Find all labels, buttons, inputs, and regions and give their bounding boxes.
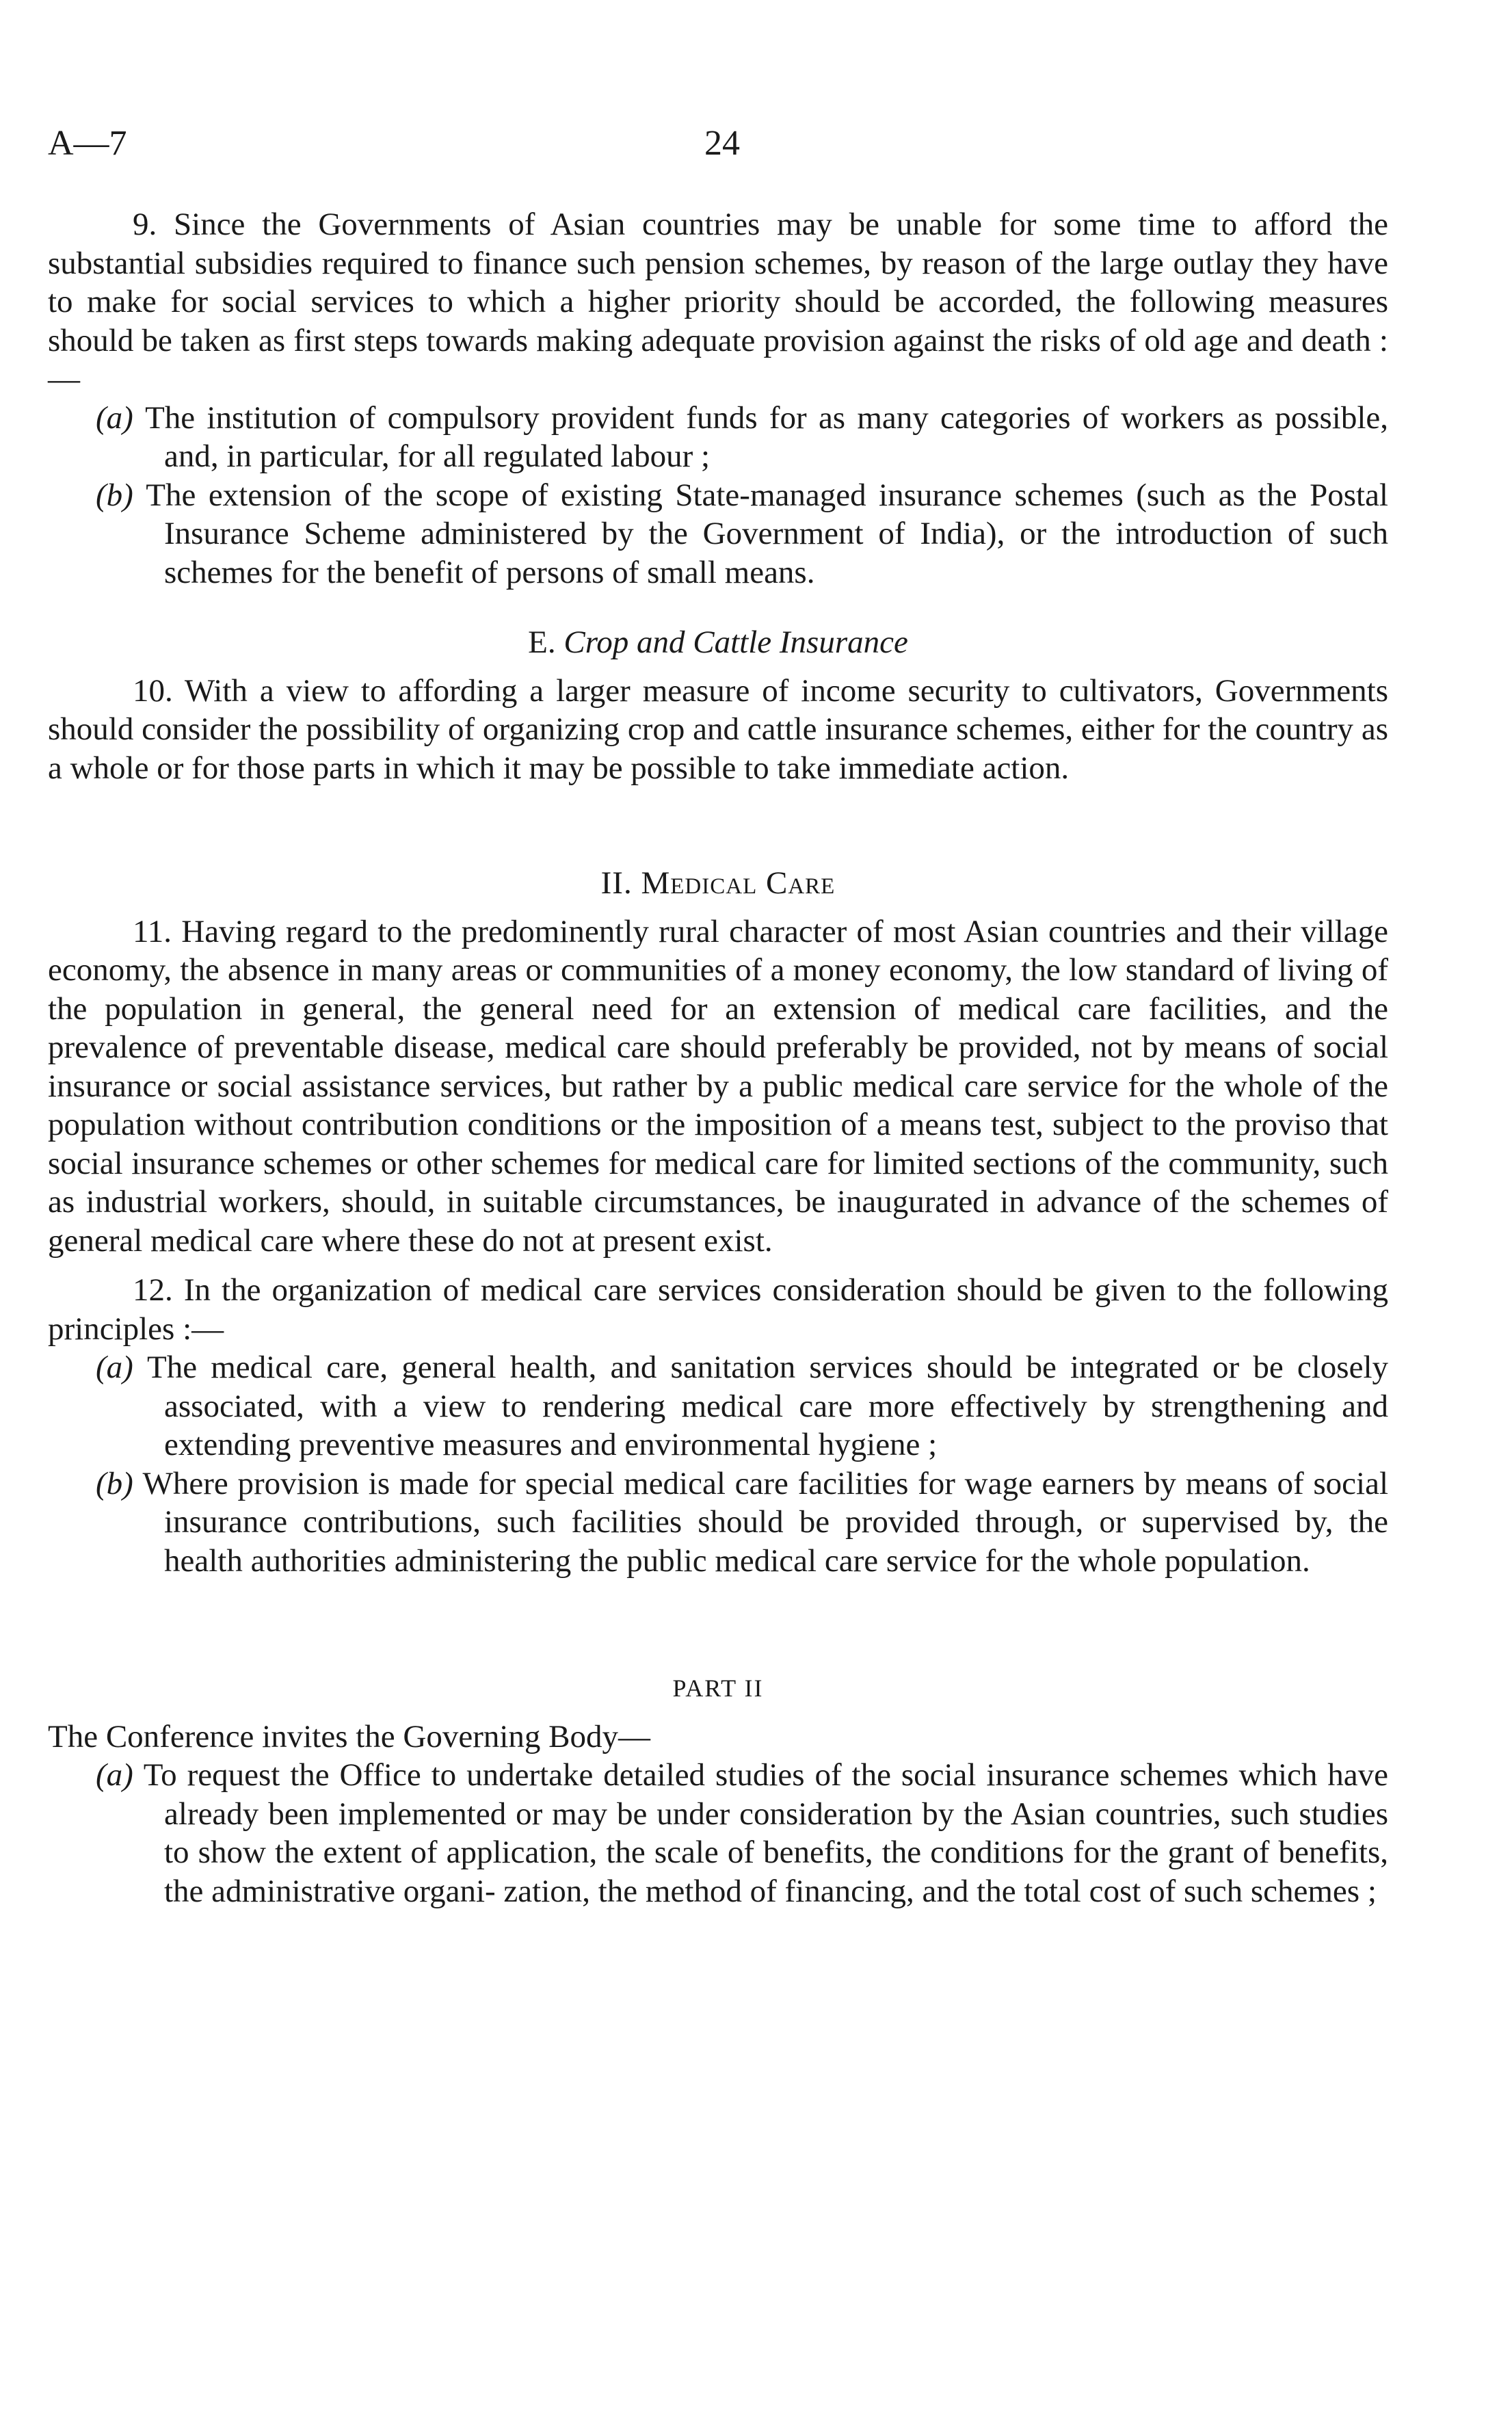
part-ii-intro: The Conference invites the Governing Body—: [48, 1718, 651, 1755]
paragraph-12: 12. In the organization of medical care services consideration should be given to the following principles :—: [48, 1272, 1388, 1347]
item-text: The institution of compulsory provident funds for as many categories of workers as possible, and, in particular, for all regulated labour ;: [145, 399, 1389, 474]
page-header: [48, 123, 1388, 178]
paragraph-9: 9. Since the Governments of Asian countries may be unable for some time to afford the substantial subsidies required to finance such pension schemes, by reason of the large outlay they have to make for social services to which a higher priority should be accorded, the following measures should be taken as first steps towards making adequate provision against the risks of old age and death :—: [48, 207, 1388, 397]
item-label: (a): [96, 1757, 133, 1793]
item-text: To request the Office to undertake detailed studies of the social insurance schemes which have already been implemented or may be under consideration by the Asian countries, such studies to show the extent of application, the scale of benefits, the conditions for the grant of benefits, the administrative organi- zation, the method of financing, and the total cost of such schemes ;: [143, 1757, 1389, 1909]
paragraph-12-item-a: [48, 1348, 1388, 1464]
paragraph-12-item-b: [48, 1464, 1388, 1581]
paragraph-9-item-a: [48, 399, 1388, 476]
item-label: (a): [96, 399, 133, 436]
item-text: Where provision is made for special medical care facilities for wage earners by means of social insurance contributions, such facilities should be provided through, or supervised by, the health authorities administering the public medical care service for the whole population.: [142, 1465, 1388, 1579]
paragraph-10: 10. With a view to affording a larger measure of income security to cultivators, Governments should consider the possibility of organizing crop and cattle insurance schemes, either for the country as a whole or for those parts in which it may be possible to take immediate action.: [48, 672, 1388, 786]
item-label: (a): [96, 1350, 133, 1385]
item-text: The medical care, general health, and sanitation services should be integrated or be closely associated, with a view to rendering medical care more effectively by strengthening and extending preventive measures and environmental hygiene ;: [146, 1350, 1389, 1462]
paragraph-9-item-b: [48, 476, 1388, 592]
item-text: The extension of the scope of existing State-managed insurance schemes (such as the Postal Insurance Scheme administered by the Government of India), or the introduction of such schemes for the benefit of persons of small means.: [146, 477, 1388, 590]
paragraph-11: 11. Having regard to the predominently rural character of most Asian countries and their village economy, the absence in many areas or communities of a money economy, the low standard of living of the population in general, the general need for an extension of medical care facilities, and the prevalence of preventable disease, medical care should preferably be provided, not by means of social insurance or social assistance services, but rather by a public medical care service for the whole of the population without contribution conditions or the imposition of a means test, subject to the proviso that social insurance schemes or other schemes for medical care for limited sections of the community, such as industrial workers, should, in suitable circumstances, be inaugurated in advance of the schemes of general medical care where these do not at present exist.: [48, 913, 1388, 1259]
item-label: (b): [96, 477, 133, 513]
part-ii-heading: PART II: [672, 1674, 764, 1702]
item-label: (b): [96, 1465, 133, 1501]
page-number: 24: [704, 124, 740, 163]
document-body: [48, 205, 1388, 1910]
section-letter: E.: [528, 625, 556, 660]
section-e-heading: [48, 623, 1388, 662]
section-ii-heading: II. Medical Care: [600, 865, 836, 901]
page-reference: A—7: [48, 124, 127, 163]
section-title: Crop and Cattle Insurance: [563, 625, 908, 660]
part-ii-item-a: [48, 1756, 1388, 1910]
